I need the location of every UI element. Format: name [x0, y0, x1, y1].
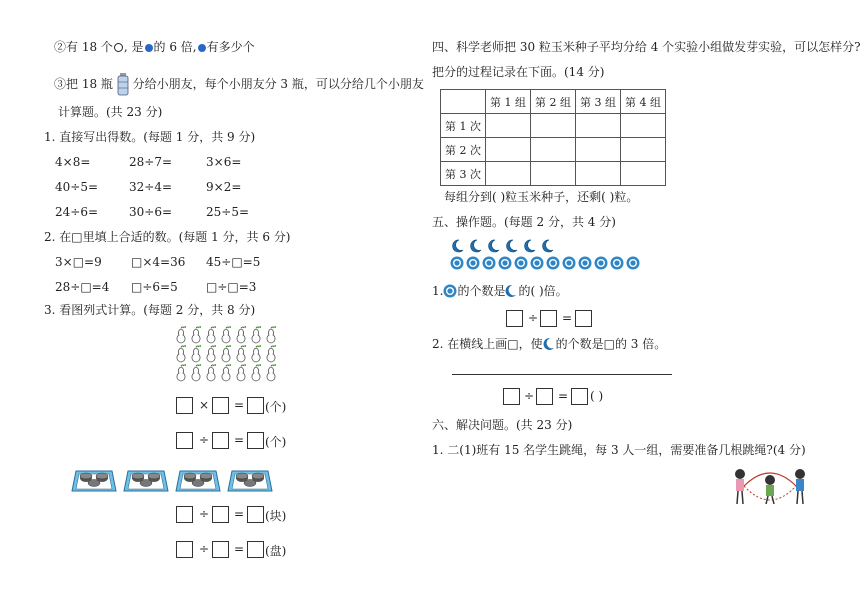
fill-item: □÷□=3 — [206, 280, 257, 294]
calc-item: 9×2= — [206, 180, 242, 194]
divide-sign: ÷ — [528, 311, 539, 325]
table-cell[interactable] — [576, 138, 621, 162]
q1-text: 的个数是 — [457, 284, 506, 298]
blue-dot-icon — [145, 44, 153, 52]
drawing-line[interactable] — [452, 374, 672, 375]
answer-box[interactable] — [212, 541, 229, 558]
divide-sign: ÷ — [199, 542, 210, 556]
cake-plates-picture — [68, 465, 286, 493]
divide-sign: ÷ — [199, 507, 210, 521]
q-number: 1. — [432, 284, 444, 298]
table-header-cell: 第 3 组 — [576, 90, 621, 114]
table-cell[interactable] — [486, 162, 531, 186]
section-6-title: 六、解决问题。(共 23 分) — [432, 418, 573, 432]
circle-icon — [114, 43, 123, 52]
section-5-title: 五、操作题。(每题 2 分，共 4 分) — [432, 215, 616, 229]
calc-item: 32÷4= — [129, 180, 173, 194]
section-6-q1: 1. 二(1)班有 15 名学生跳绳，每 3 人一组，需要准备几根跳绳?(4 分) — [432, 443, 806, 457]
q2-text: 的个数是□的 3 倍。 — [555, 337, 667, 351]
answer-box[interactable] — [247, 541, 264, 558]
answer-box[interactable] — [176, 541, 193, 558]
divide-sign: ÷ — [524, 389, 535, 403]
equals-sign: = — [234, 542, 245, 556]
fill-item: 28÷□=4 — [55, 280, 110, 294]
jump-rope-kids-picture — [730, 466, 810, 508]
q2-text-4: 有多少个 — [206, 40, 255, 54]
table-header-cell: 第 2 组 — [531, 90, 576, 114]
table-cell[interactable] — [486, 114, 531, 138]
answer-box[interactable] — [176, 506, 193, 523]
table-cell[interactable] — [621, 114, 666, 138]
section-4-title: 四、科学老师把 30 粒玉米种子平均分给 4 个实验小组做发芽实验，可以怎样分? — [432, 40, 861, 54]
answer-box[interactable] — [212, 506, 229, 523]
fill-item: 3×□=9 — [55, 255, 102, 269]
record-table — [440, 89, 666, 186]
calc-item: 3×6= — [206, 155, 242, 169]
q2-text: 2. 在横线上画□，使 — [432, 337, 543, 351]
problem-1-title: 1. 直接写出得数。(每题 1 分，共 9 分) — [44, 130, 256, 144]
table-row-label: 第 1 次 — [441, 114, 486, 138]
table-header-cell — [441, 90, 486, 114]
fill-item: 45÷□=5 — [206, 255, 261, 269]
section-4-subtitle: 把分的过程记录在下面。(14 分) — [432, 65, 605, 79]
answer-box[interactable] — [176, 432, 193, 449]
table-row — [441, 162, 666, 186]
answer-box[interactable] — [540, 310, 557, 327]
moon-icon — [505, 284, 518, 297]
unit-label: (盘) — [265, 544, 287, 558]
sun-icon — [443, 284, 457, 298]
answer-box[interactable] — [506, 310, 523, 327]
table-header-row — [441, 90, 666, 114]
blue-dot-icon — [198, 44, 206, 52]
q2-text-3: 的 6 倍, — [153, 40, 197, 54]
unit-label: (个) — [265, 400, 287, 414]
fill-item: □÷6=5 — [131, 280, 178, 294]
table-header-cell: 第 4 组 — [621, 90, 666, 114]
section-5-q2 — [432, 337, 666, 351]
calc-item: 24÷6= — [55, 205, 99, 219]
table-cell[interactable] — [576, 162, 621, 186]
table-row-label: 第 2 次 — [441, 138, 486, 162]
equals-sign: = — [234, 433, 245, 447]
equals-sign: = — [558, 389, 569, 403]
q3-text-1: ③把 18 瓶 — [54, 77, 113, 91]
section-calc-title: 计算题。(共 23 分) — [58, 105, 163, 119]
answer-box[interactable] — [176, 397, 193, 414]
question-3-line — [54, 72, 424, 96]
unit-label: (块) — [265, 509, 287, 523]
answer-box[interactable] — [571, 388, 588, 405]
moons-suns-picture — [450, 238, 660, 272]
answer-box[interactable] — [212, 432, 229, 449]
question-2-line — [54, 40, 255, 54]
problem-2-title: 2. 在□里填上合适的数。(每题 1 分，共 6 分) — [44, 230, 291, 244]
q2-text-1: ②有 18 个 — [54, 40, 113, 54]
table-row — [441, 114, 666, 138]
section-5-q1 — [432, 284, 568, 298]
answer-box[interactable] — [212, 397, 229, 414]
table-cell[interactable] — [486, 138, 531, 162]
equals-sign: = — [562, 311, 573, 325]
problem-3-title: 3. 看图列式计算。(每题 2 分，共 8 分) — [44, 303, 256, 317]
table-cell[interactable] — [531, 162, 576, 186]
unit-label: (个) — [265, 435, 287, 449]
q2-text-2: , 是 — [123, 40, 144, 54]
section-4-answer-line: 每组分到( )粒玉米种子，还剩( )粒。 — [444, 190, 639, 204]
bottle-icon — [117, 72, 129, 96]
calc-item: 25÷5= — [206, 205, 250, 219]
table-row — [441, 138, 666, 162]
divide-sign: ÷ — [199, 433, 210, 447]
pears-picture — [175, 326, 285, 384]
answer-box[interactable] — [536, 388, 553, 405]
times-sign: × — [199, 398, 210, 412]
answer-box[interactable] — [575, 310, 592, 327]
answer-box[interactable] — [247, 432, 264, 449]
q3-text-2: 分给小朋友，每个小朋友分 3 瓶，可以分给几个小朋友 — [132, 77, 424, 91]
answer-box[interactable] — [503, 388, 520, 405]
answer-box[interactable] — [247, 506, 264, 523]
calc-item: 40÷5= — [55, 180, 99, 194]
calc-item: 30÷6= — [129, 205, 173, 219]
table-cell[interactable] — [621, 138, 666, 162]
table-header-cell: 第 1 组 — [486, 90, 531, 114]
equals-sign: = — [234, 507, 245, 521]
q1-text: 的( )倍。 — [518, 284, 568, 298]
moon-icon — [543, 337, 556, 350]
table-cell[interactable] — [531, 138, 576, 162]
table-row-label: 第 3 次 — [441, 162, 486, 186]
fill-item: □×4=36 — [131, 255, 186, 269]
calc-item: 28÷7= — [129, 155, 173, 169]
calc-item: 4×8= — [55, 155, 91, 169]
answer-box[interactable] — [247, 397, 264, 414]
table-cell[interactable] — [621, 162, 666, 186]
equals-sign: = — [234, 398, 245, 412]
table-cell[interactable] — [576, 114, 621, 138]
answer-parens: ( ) — [590, 389, 604, 403]
table-cell[interactable] — [531, 114, 576, 138]
